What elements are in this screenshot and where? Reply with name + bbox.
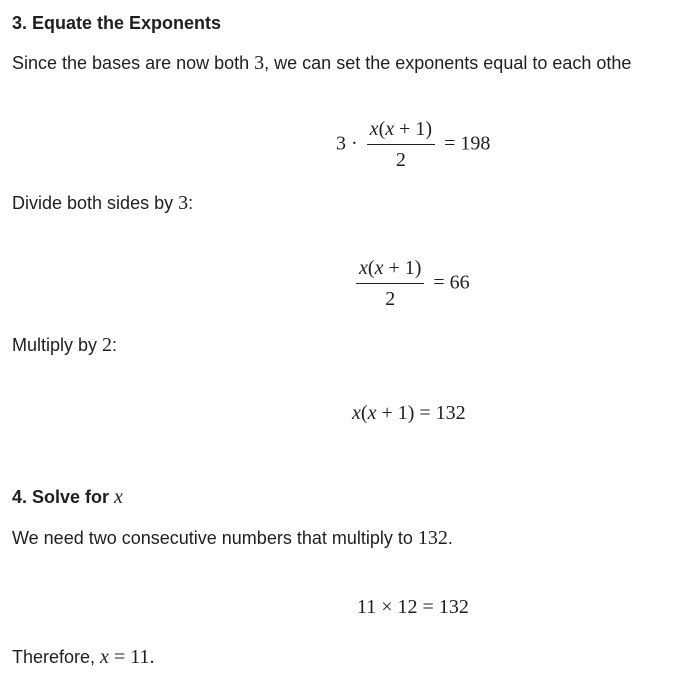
- consecutive-text: We need two consecutive numbers that multiply to: [12, 528, 418, 548]
- eq1-rhs: = 198: [444, 132, 491, 155]
- equation-1: [336, 118, 490, 172]
- eq2-num-plus: + 1): [383, 257, 422, 279]
- eq2-numerator: [356, 257, 424, 284]
- section-3-heading: 3. Equate the Exponents: [12, 13, 222, 33]
- divide-step-number: 3: [178, 192, 189, 214]
- eq2-rhs: = 66: [433, 271, 470, 294]
- multiply-step-colon: :: [112, 335, 118, 355]
- therefore-rest: = 11.: [108, 646, 155, 668]
- section-4-heading-text: 4. Solve for: [12, 487, 115, 507]
- eq2-denominator: 2: [385, 288, 396, 310]
- therefore-line: [12, 646, 154, 669]
- section-4-heading: [12, 486, 123, 509]
- equation-4: 11 × 12 = 132: [357, 596, 469, 618]
- eq1-fraction: [367, 118, 435, 172]
- equation-2: [352, 257, 470, 311]
- consecutive-number: 132: [417, 527, 448, 549]
- eq3-x2: x: [367, 402, 377, 424]
- intro-base: 3: [254, 52, 265, 74]
- eq3-paren: (: [360, 402, 368, 424]
- multiply-step-text: Multiply by: [12, 335, 103, 355]
- eq1-num-plus: + 1): [394, 118, 433, 140]
- eq3-x: x: [352, 402, 361, 424]
- eq2-num-x: x: [359, 257, 368, 279]
- section-4-heading-var: x: [114, 486, 123, 508]
- multiply-step: [12, 334, 117, 357]
- eq2-num-x2: x: [374, 257, 384, 279]
- eq2-num-paren: (: [367, 257, 375, 279]
- eq1-dot: ·: [351, 132, 358, 155]
- therefore-var: x: [100, 646, 109, 668]
- eq1-coefficient: 3: [336, 132, 346, 155]
- eq1-num-x2: x: [385, 118, 395, 140]
- eq1-num-x: x: [369, 118, 379, 140]
- equation-3: [352, 402, 466, 425]
- multiply-step-number: 2: [102, 334, 113, 356]
- consecutive-period: .: [447, 528, 453, 548]
- divide-step-text: Divide both sides by: [12, 193, 179, 213]
- consecutive-paragraph: [12, 527, 453, 550]
- intro-text: Since the bases are now both: [12, 53, 255, 73]
- therefore-text: Therefore,: [12, 647, 101, 667]
- divide-step-colon: :: [188, 193, 194, 213]
- divide-step: [12, 192, 193, 215]
- eq1-num-paren: (: [378, 118, 386, 140]
- eq2-fraction: [356, 257, 424, 311]
- intro-paragraph: [0, 52, 686, 75]
- eq1-denominator: 2: [395, 149, 406, 171]
- eq3-rest: + 1) = 132: [376, 402, 466, 424]
- intro-rest: , we can set the exponents equal to each othe: [264, 53, 632, 73]
- eq1-numerator: [367, 118, 435, 145]
